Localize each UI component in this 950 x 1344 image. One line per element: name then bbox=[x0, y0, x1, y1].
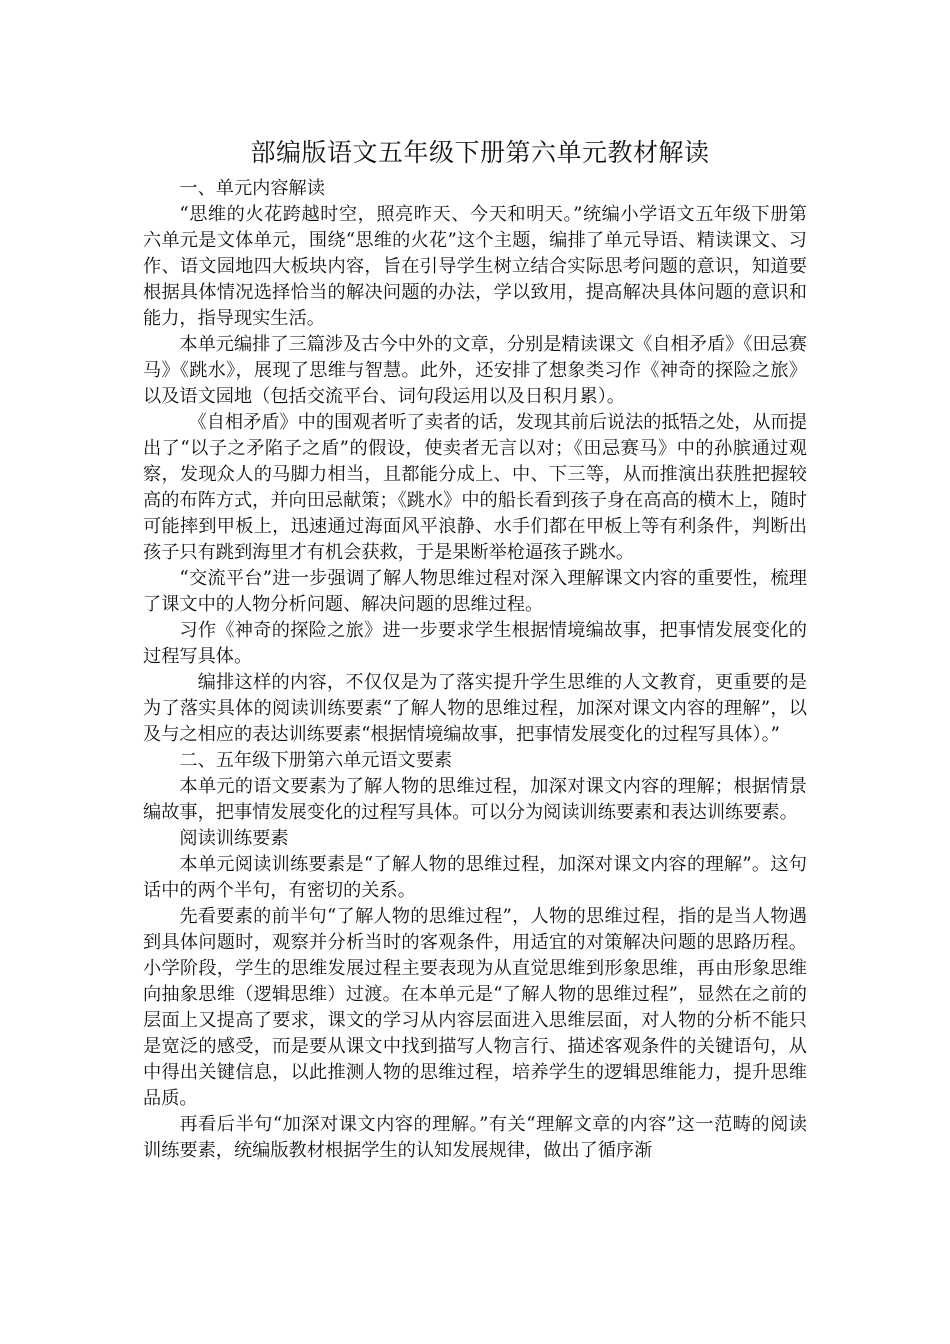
paragraph: 本单元的语文要素为了解人物的思维过程，加深对课文内容的理解；根据情景编故事，把事情发展变化的过程写具体。可以分为阅读训练要素和表达训练要素。 bbox=[143, 776, 807, 823]
paragraph: “交流平台”进一步强调了解人物思维过程对深入理解课文内容的重要性，梳理了课文中的人物分析问题、解决问题的思维过程。 bbox=[143, 568, 807, 615]
paragraph: “思维的火花跨越时空，照亮昨天、今天和明天。”统编小学语文五年级下册第六单元是文体单元，围绕“思维的火花”这个主题，编排了单元导语、精读课文、习作、语文园地四大板块内容，旨在引导学生树立结合实际思考问题的意识，知道要根据具体情况选择恰当的解决问题的办法，学以致用，提高解决具体问题的意识和能力，指导现实生活。 bbox=[143, 204, 807, 329]
paragraph: 再看后半句“加深对课文内容的理解。”有关“理解文章的内容”这一范畴的阅读训练要素，统编版教材根据学生的认知发展规律，做出了循序渐 bbox=[143, 1114, 807, 1161]
subsection-heading: 阅读训练要素 bbox=[179, 828, 289, 849]
document-title: 部编版语文五年级下册第六单元教材解读 bbox=[250, 138, 710, 167]
paragraph: 本单元阅读训练要素是“了解人物的思维过程，加深对课文内容的理解”。这句话中的两个半句，有密切的关系。 bbox=[143, 854, 807, 901]
paragraph: 本单元编排了三篇涉及古今中外的文章，分别是精读课文《自相矛盾》《田忌赛马》《跳水》，展现了思维与智慧。此外，还安排了想象类习作《神奇的探险之旅》以及语文园地（包括交流平台、词句段运用以及日积月累）。 bbox=[143, 334, 807, 407]
section-heading-1: 一、单元内容解读 bbox=[179, 178, 325, 199]
document-body bbox=[143, 176, 807, 1164]
paragraph: 先看要素的前半句“了解人物的思维过程”，人物的思维过程，指的是当人物遇到具体问题时，观察并分析当时的客观条件，用适宜的对策解决问题的思路历程。小学阶段，学生的思维发展过程主要表现为从直觉思维到形象思维，再由形象思维向抽象思维（逻辑思维）过渡。在本单元是“了解人物的思维过程”，显然在之前的层面上又提高了要求，课文的学习从内容层面进入思维层面，对人物的分析不能只是宽泛的感受，而是要从课文中找到描写人物言行、描述客观条件的关键语句，从中得出关键信息，以此推测人物的思维过程，培养学生的逻辑思维能力，提升思维品质。 bbox=[143, 906, 807, 1109]
section-heading-2: 二、五年级下册第六单元语文要素 bbox=[179, 750, 453, 771]
document-page bbox=[143, 136, 807, 1164]
paragraph: 《自相矛盾》中的围观者听了卖者的话，发现其前后说法的抵牾之处，从而提出了“以子之矛陷子之盾”的假设，使卖者无言以对；《田忌赛马》中的孙膑通过观察，发现众人的马脚力相当，且都能分成上、中、下三等，从而推演出获胜把握较高的布阵方式，并向田忌献策；《跳水》中的船长看到孩子身在高高的横木上，随时可能摔到甲板上，迅速通过海面风平浪静、水手们都在甲板上等有利条件，判断出孩子只有跳到海里才有机会获救，于是果断举枪逼孩子跳水。 bbox=[143, 412, 807, 563]
paragraph: 编排这样的内容，不仅仅是为了落实提升学生思维的人文教育，更重要的是为了落实具体的阅读训练要素“了解人物的思维过程，加深对课文内容的理解”，以及与之相应的表达训练要素“根据情境编故事，把事情发展变化的过程写具体）。” bbox=[143, 672, 807, 745]
paragraph: 习作《神奇的探险之旅》进一步要求学生根据情境编故事，把事情发展变化的过程写具体。 bbox=[143, 620, 807, 667]
